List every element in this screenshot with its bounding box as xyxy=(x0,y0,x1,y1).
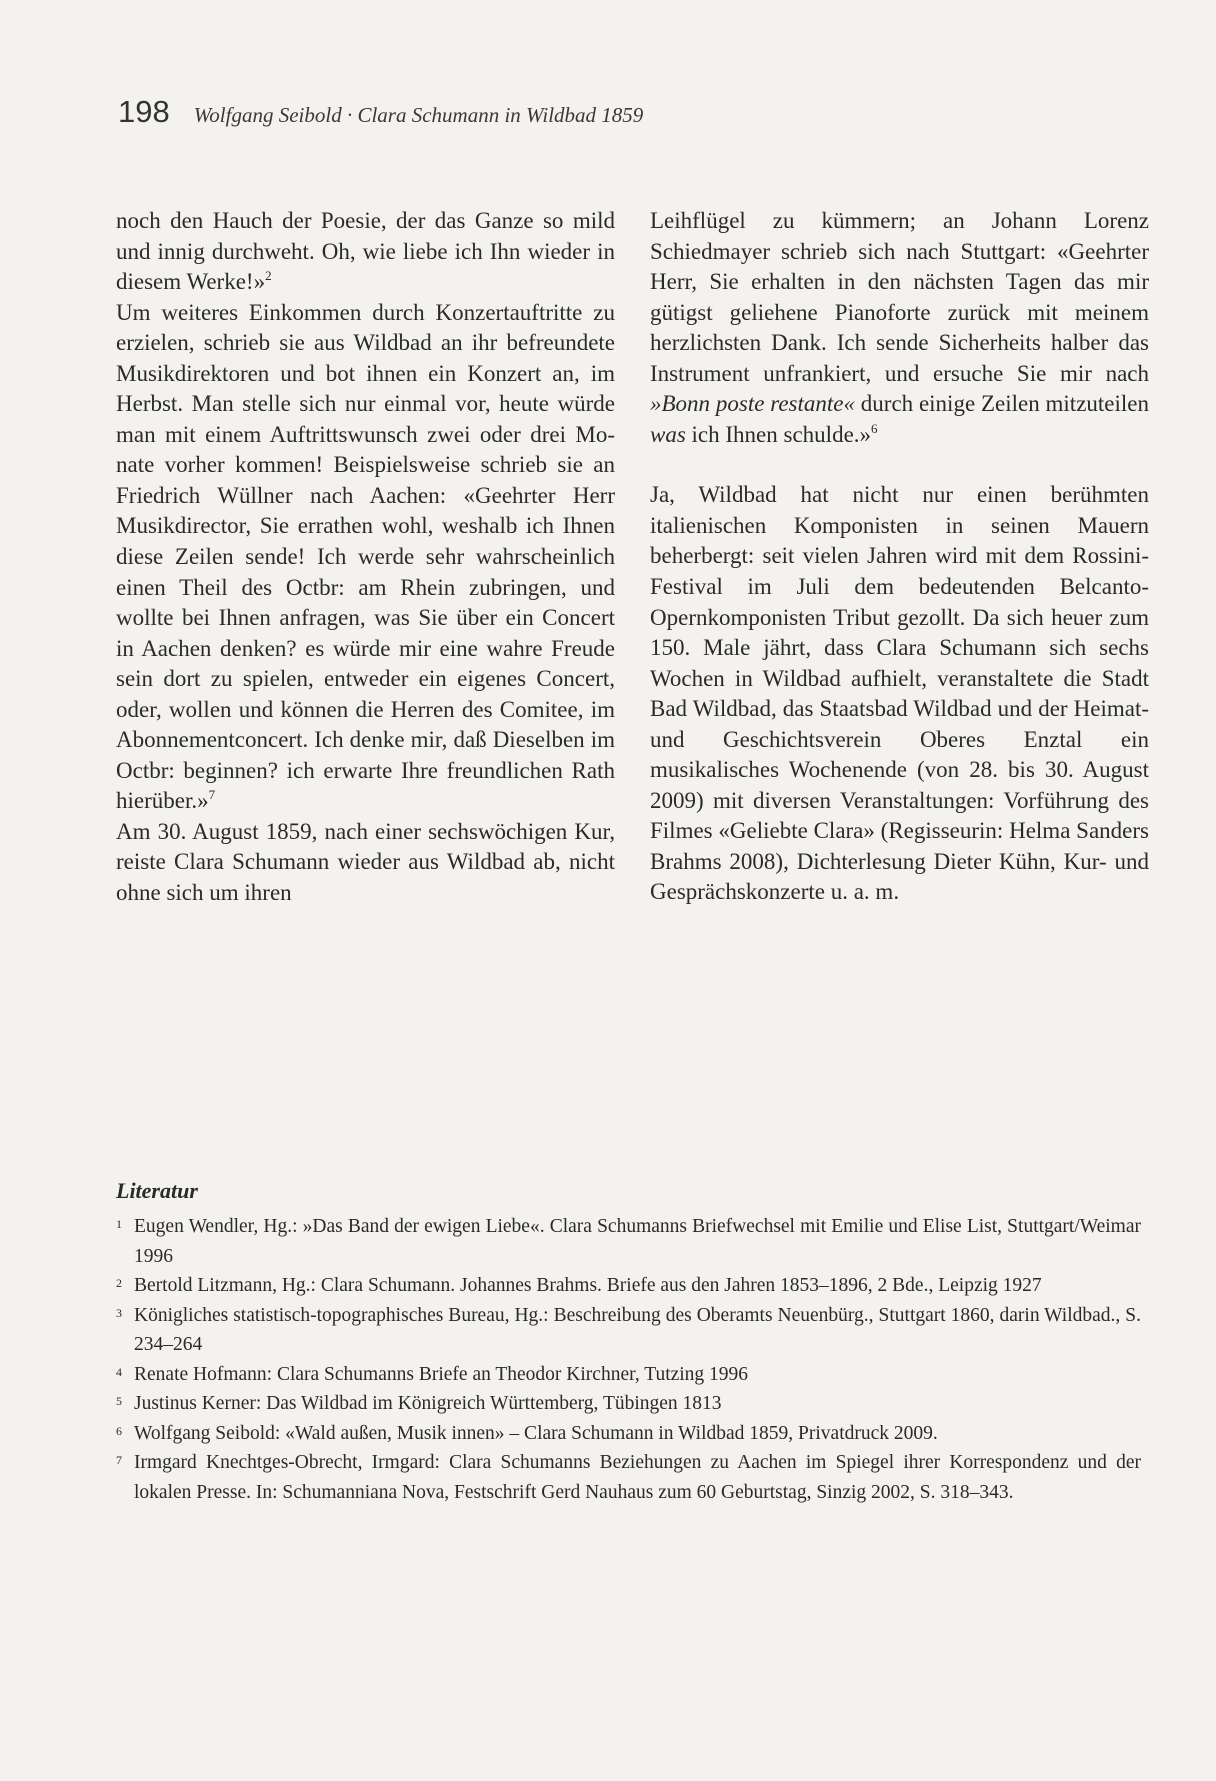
footnote-ref: 2 xyxy=(265,268,272,284)
footnote-number: 2 xyxy=(116,1276,122,1290)
footnote-number: 4 xyxy=(116,1364,122,1379)
footnote-number: 1 xyxy=(116,1217,122,1231)
footnote-item xyxy=(116,1271,1141,1301)
footnote-item xyxy=(116,1360,1141,1390)
right-column xyxy=(650,206,1149,908)
footnote-item xyxy=(116,1448,1141,1507)
footnote-item xyxy=(116,1389,1141,1419)
paragraph: noch den Hauch der Poesie, der das Ganze so mild und innig durchweht. Oh, wie liebe ich Ihn wieder in diesem Werke!»$^2$ xyxy=(116,208,615,295)
footnote-item xyxy=(116,1212,1141,1271)
footnote-text: Eugen Wendler, Hg.: »Das Band der ewigen Liebe«. Clara Schumanns Briefwechsel mit Emilie und Elise List, Stuttgart/Weimar 1996 xyxy=(134,1216,1141,1267)
paragraph: Ja, Wildbad hat nicht nur einen berühmten italienischen Komponisten in seinen Mauern beherbergt: seit vielen Jahren wird mit dem Rossini-Festival im Juli dem bedeutenden Belcanto-Opernkomponisten Tribut gezollt. Da sich heuer zum 150. Male jährt, dass Clara Schumann sich sechs Wochen in Wildbad aufhielt, veranstaltete die Stadt Bad Wildbad, das Staatsbad Wildbad und der Heimat- und Geschichtsverein Oberes Enztal ein musikalisches Wochenende (von 28. bis 30. August 2009) mit diversen Veranstaltungen: Vorführung des Filmes «Geliebte Clara» (Regisseurin: Helma Sanders Brahms 2008), Dichterlesung Dieter Kühn, Kur- und Gesprächskonzerte u. a. m. xyxy=(650,482,1149,905)
footnote-ref: 6 xyxy=(871,420,878,436)
running-head: Wolfgang Seibold · Clara Schumann in Wildbad 1859 xyxy=(193,103,644,127)
footnote-text: Bertold Litzmann, Hg.: Clara Schumann. Johannes Brahms. Briefe aus den Jahren 1853–1896, 2 Bde., Leipzig 1927 xyxy=(134,1275,1042,1296)
literature-section xyxy=(116,1178,1141,1507)
footnote-number: 7 xyxy=(116,1453,122,1467)
paragraph: Leihflügel zu kümmern; an Johann Lorenz Schiedmayer schrieb sich nach Stuttgart: «Geehrter Herr, Sie erhalten in den nächsten Tagen das mir gütigst geliehene Pianoforte zurück mit meinem herzlichsten Dank. Ich sende Sicherheits halber das Instrument unfrankiert, und ersuche Sie mir nach »Bonn poste restante« durch einige Zeilen mitzuteilen was ich Ihnen schulde.»$^6$ xyxy=(650,208,1149,447)
paragraph: Um weiteres Einkommen durch Konzertauftritte zu erzielen, schrieb sie aus Wildbad an ihr befreundete Musikdirektoren und bot ihnen ein Konzert an, im Herbst. Man stelle sich nur einmal vor, heute würde man mit einem Auftrittswunsch zwei oder drei Monate vorher kommen! Beispielsweise schrieb sie an Friedrich Wüllner nach Aachen: «Geehrter Herr Musikdirector, Sie errathen wohl, weshalb ich Ihnen diese Zeilen sende! Ich werde sehr wahrscheinlich einen Theil des Octbr: am Rhein zubringen, und wollte bei Ihnen anfragen, was Sie über ein Concert in Aachen denken? es würde mir eine wahre Freude sein dort zu spielen, entweder ein eigenes Concert, oder, wollen und können die Herren des Comitee, im Abonnementconcert. Ich denke mir, daß Dieselben im Octbr: beginnen? ich erwarte Ihre freundlichen Rath hierüber.»$^7$ xyxy=(116,299,615,814)
page-header xyxy=(118,94,643,130)
footnote-number: 6 xyxy=(116,1423,122,1438)
footnote-item xyxy=(116,1419,1141,1449)
left-column xyxy=(116,206,615,909)
footnote-text: Königliches statistisch-topographisches Bureau, Hg.: Beschreibung des Oberamts Neuenbürg., Stuttgart 1860, darin Wildbad., S. 234–264 xyxy=(134,1304,1141,1355)
footnote-number: 5 xyxy=(116,1394,122,1408)
footnote-number: 3 xyxy=(116,1305,122,1320)
footnote-item xyxy=(116,1301,1141,1360)
literature-heading: Literatur xyxy=(116,1178,198,1203)
footnote-ref: 7 xyxy=(208,787,216,803)
footnote-text: Justinus Kerner: Das Wildbad im Königreich Württemberg, Tübingen 1813 xyxy=(134,1393,722,1414)
footnote-text: Wolfgang Seibold: «Wald außen, Musik innen» – Clara Schumann in Wildbad 1859, Privatdruck 2009. xyxy=(134,1422,938,1444)
page-number: 198 xyxy=(118,94,170,129)
paragraph: Am 30. August 1859, nach einer sechswöchigen Kur, reiste Clara Schumann wieder aus Wildbad ab, nicht ohne sich um ihren xyxy=(116,818,615,906)
footnote-text: Renate Hofmann: Clara Schumanns Briefe an Theodor Kirchner, Tutzing 1996 xyxy=(134,1363,749,1385)
footnote-text: Irmgard Knechtges-Obrecht, Irmgard: Clara Schumanns Beziehungen zu Aachen im Spiegel ihrer Korrespondenz und der lokalen Presse. In: Schumanniana Nova, Festschrift Gerd Nauhaus zum 60 Geburtstag, Sinzig 2002, S. 318–343. xyxy=(134,1452,1141,1503)
